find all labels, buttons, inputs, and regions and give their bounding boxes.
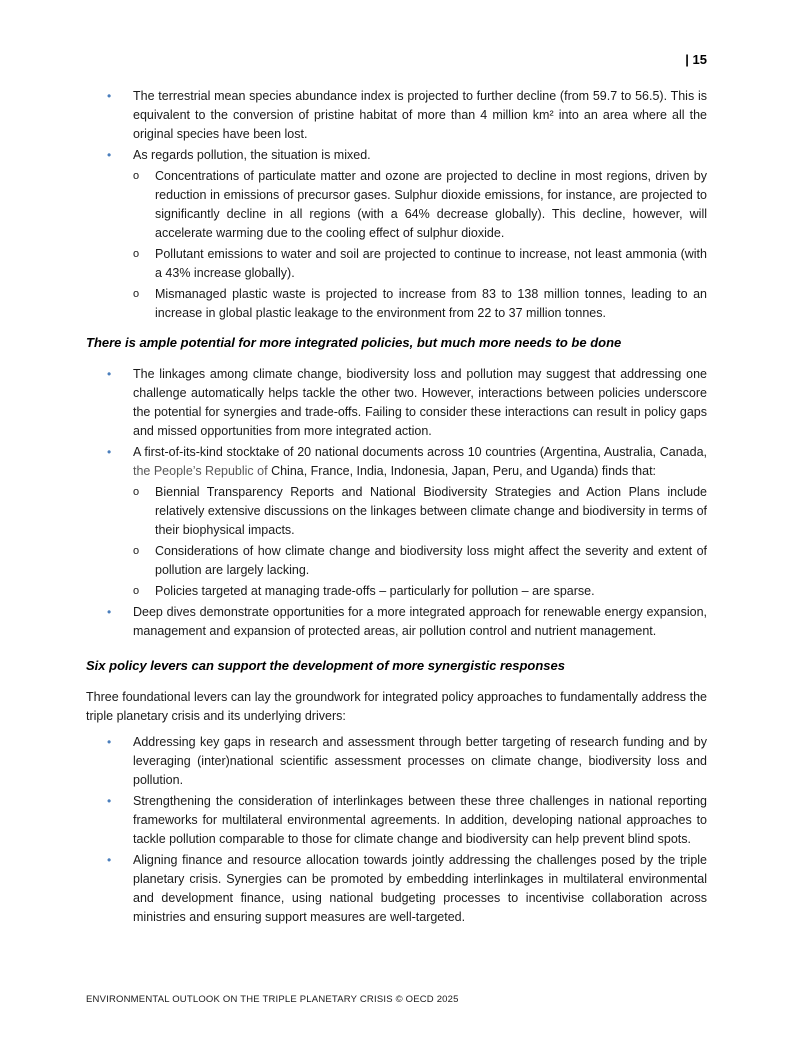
list-item	[107, 792, 707, 849]
footer-text: ENVIRONMENTAL OUTLOOK ON THE TRIPLE PLANETARY CRISIS © OECD 2025	[86, 994, 459, 1005]
circle-bullet-icon: o	[133, 486, 140, 498]
section-heading: There is ample potential for more integrated policies, but much more needs to be done	[86, 335, 622, 350]
page-number: | 15	[685, 52, 707, 67]
list-item-text: Biennial Transparency Reports and National Biodiversity Strategies and Action Plans include relatively extensive discussions on the linkages between climate change and biodiversity in terms of their biophysical impacts.	[155, 485, 707, 537]
circle-bullet-icon: o	[133, 545, 140, 557]
list-item-text: The linkages among climate change, biodiversity loss and pollution may suggest that addressing one challenge automatically helps tackle the other two. However, interactions between policies underscore the potential for synergies and trade-offs. Failing to consider these interactions can result in policy gaps and missed opportunities from more integrated action.	[133, 367, 707, 438]
list-item-text: Concentrations of particulate matter and ozone are projected to decline in most regions, driven by reduction in emissions of precursor gases. Sulphur dioxide emissions, for instance, are projected to significantly decline in all regions (with a 64% decrease globally). This decline, however, will accelerate warming due to the cooling effect of sulphur dioxide.	[155, 169, 707, 240]
list-item	[133, 245, 707, 283]
list-item	[107, 146, 707, 165]
list-item-text: Deep dives demonstrate opportunities for a more integrated approach for renewable energy expansion, management and expansion of protected areas, air pollution control and nutrient management.	[133, 605, 707, 638]
circle-bullet-icon: o	[133, 288, 140, 300]
list-item	[107, 443, 707, 481]
bullet-dot-icon: •	[107, 148, 112, 162]
bullet-dot-icon: •	[107, 605, 112, 619]
body-paragraph: Three foundational levers can lay the groundwork for integrated policy approaches to fundamentally address the triple planetary crisis and its underlying drivers:	[86, 690, 707, 723]
section-heading: Six policy levers can support the development of more synergistic responses	[86, 658, 565, 673]
bullet-dot-icon: •	[107, 367, 112, 381]
list-item-text: As regards pollution, the situation is mixed.	[133, 148, 371, 162]
circle-bullet-icon: o	[133, 248, 140, 260]
list-item-text: Policies targeted at managing trade-offs – particularly for pollution – are sparse.	[155, 584, 595, 598]
bullet-dot-icon: •	[107, 794, 112, 808]
list-item	[133, 582, 707, 601]
text-segment: China, France, India, Indonesia, Japan, Peru, and Uganda) finds that:	[271, 464, 657, 478]
list-item	[133, 483, 707, 540]
bullet-dot-icon: •	[107, 89, 112, 103]
bullet-dot-icon: •	[107, 735, 112, 749]
list-item-text: Strengthening the consideration of interlinkages between these three challenges in national reporting frameworks for multilateral environmental agreements. In addition, developing national approaches to tackle pollution comparable to those for climate change and biodiversity can help prevent blind spots.	[133, 794, 707, 846]
list-item-text: Pollutant emissions to water and soil are projected to continue to increase, not least ammonia (with a 43% increase globally).	[155, 247, 707, 280]
page-content	[86, 87, 707, 927]
list-item	[107, 603, 707, 641]
bullet-dot-icon: •	[107, 853, 112, 867]
circle-bullet-icon: o	[133, 585, 140, 597]
circle-bullet-icon: o	[133, 170, 140, 182]
list-item-text: Mismanaged plastic waste is projected to increase from 83 to 138 million tonnes, leading to an increase in global plastic leakage to the environment from 22 to 37 million tonnes.	[155, 287, 707, 320]
bullet-dot-icon: •	[107, 445, 112, 459]
list-item	[107, 87, 707, 144]
list-item	[107, 733, 707, 790]
list-item	[107, 365, 707, 441]
list-item	[133, 167, 707, 243]
text-segment: A first-of-its-kind stocktake of 20 national documents across 10 countries (Argentina, Australia, Canada,	[133, 445, 707, 459]
list-item	[133, 542, 707, 580]
list-item-text: Addressing key gaps in research and assessment through better targeting of research funding and by leveraging (inter)national scientific assessment processes on climate change, biodiversity loss and pollution.	[133, 735, 707, 787]
list-item-text: Considerations of how climate change and biodiversity loss might affect the severity and extent of pollution are largely lacking.	[155, 544, 707, 577]
text-segment-muted: the People’s Republic of	[133, 464, 272, 478]
list-item-text: The terrestrial mean species abundance index is projected to further decline (from 59.7 to 56.5). This is equivalent to the conversion of pristine habitat of more than 4 million km² into an area where all the original species have been lost.	[133, 89, 707, 141]
page-header	[86, 50, 707, 66]
list-item-text: Aligning finance and resource allocation towards jointly addressing the challenges posed by the triple planetary crisis. Synergies can be promoted by embedding interlinkages in multilateral environmental and development finance, using national budgeting processes to incentivise collaboration across ministries and ensuring support measures are well-targeted.	[133, 853, 707, 924]
list-item	[133, 285, 707, 323]
list-item	[107, 851, 707, 927]
list-item-text	[133, 443, 707, 481]
